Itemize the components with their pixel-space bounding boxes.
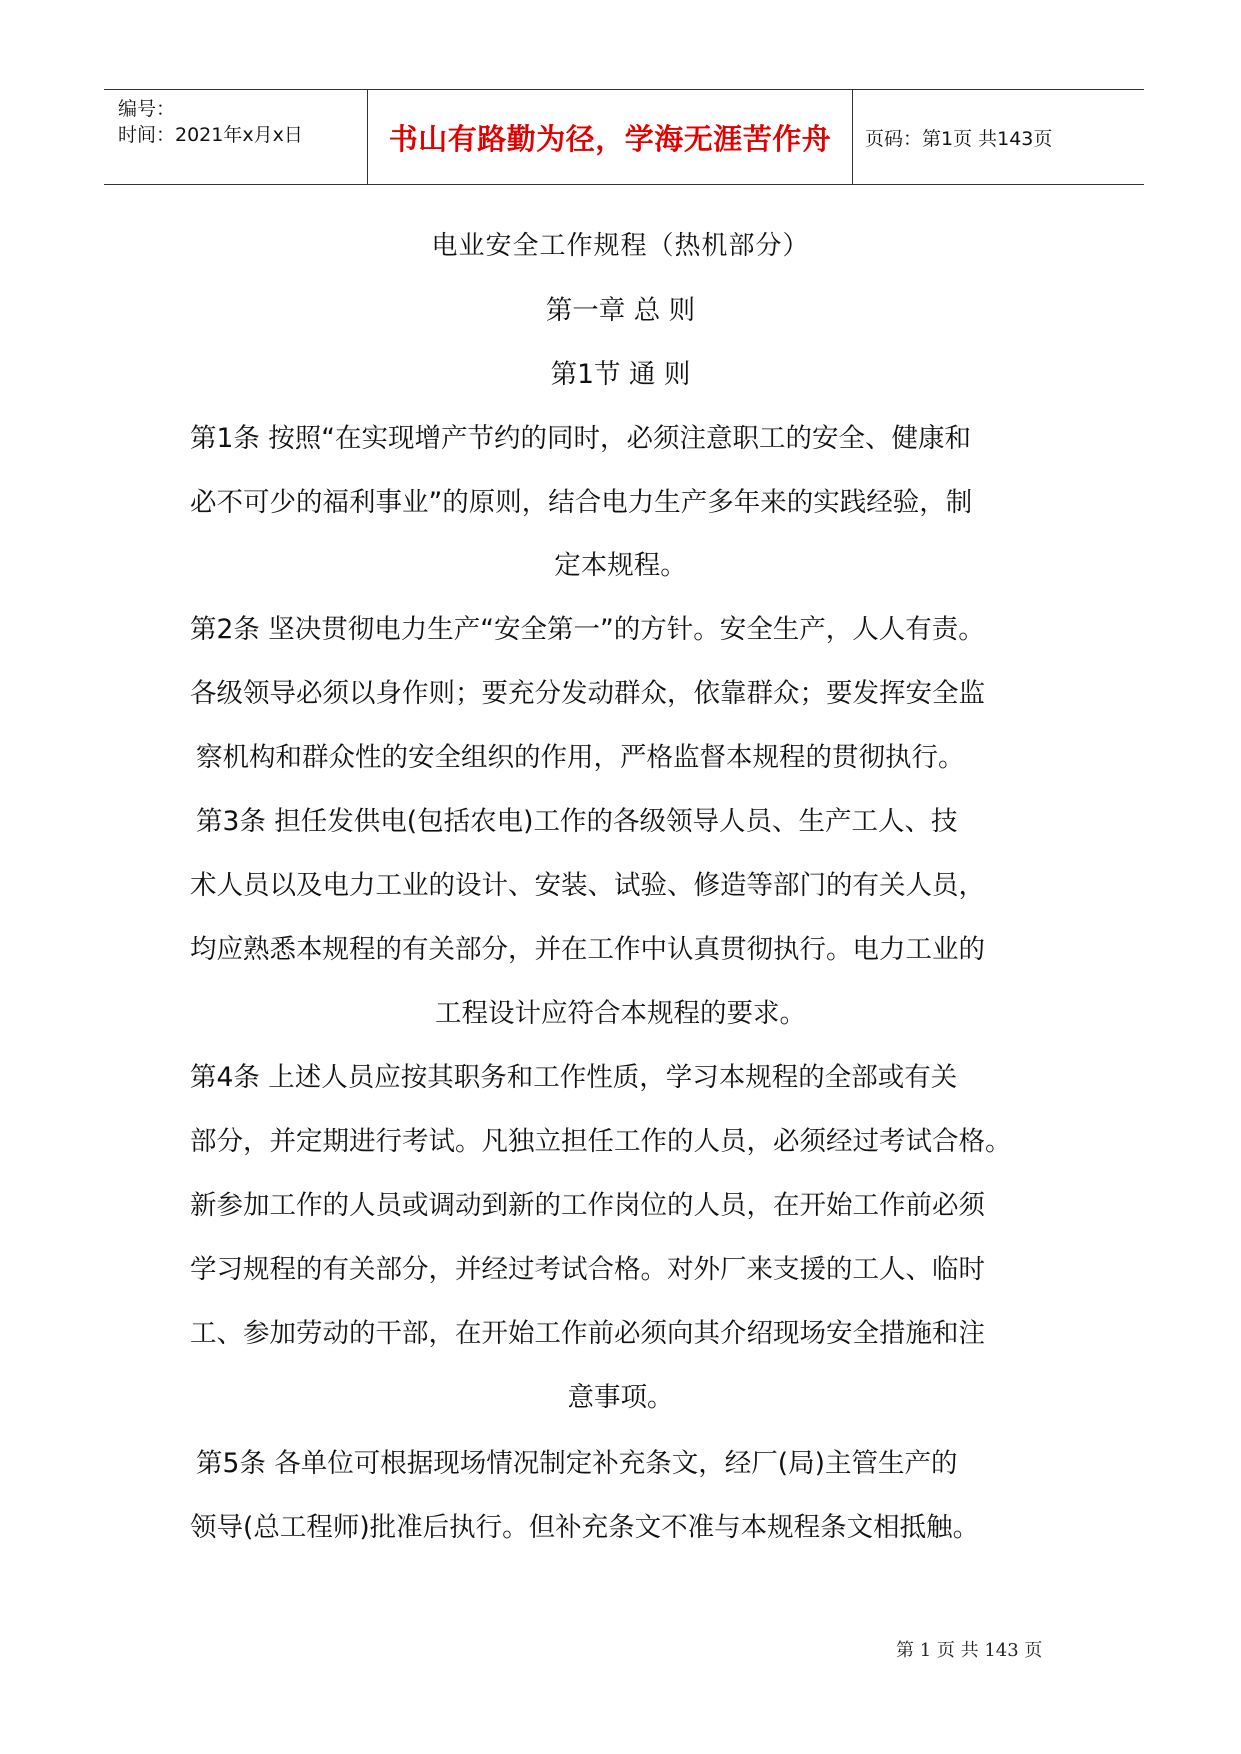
- body-line: 第2条 坚决贯彻电力生产“安全第一”的方针。安全生产，人人有责。: [190, 614, 985, 645]
- body-line: 工、参加劳动的干部，在开始工作前必须向其介绍现场安全措施和注: [190, 1318, 985, 1349]
- document-header: [104, 89, 1144, 185]
- body-line: 意事项。: [567, 1382, 674, 1413]
- body-line: 新参加工作的人员或调动到新的工作岗位的人员，在开始工作前必须: [190, 1190, 985, 1221]
- body-line: 第1条 按照“在实现增产节约的同时，必须注意职工的安全、健康和: [190, 423, 972, 454]
- body-line: 必不可少的福利事业”的原则，结合电力生产多年来的实践经验，制: [190, 487, 973, 518]
- motto-text: 书山有路勤为径，学海无涯苦作舟: [388, 121, 832, 156]
- body-line: 第5条 各单位可根据现场情况制定补充条文，经厂(局)主管生产的: [196, 1448, 958, 1479]
- body-line: 第3条 担任发供电(包括农电)工作的各级领导人员、生产工人、技: [196, 806, 958, 837]
- page-footer: 第 1 页 共 143 页: [896, 1640, 1043, 1661]
- document-title: 电业安全工作规程（热机部分）: [431, 231, 810, 261]
- time-label: 时间：2021年x月x日: [118, 124, 303, 146]
- body-line: 定本规程。: [554, 550, 687, 581]
- chapter-heading: 第一章 总 则: [545, 295, 696, 326]
- header-page-cell: [853, 90, 1144, 184]
- section-heading: 第1节 通 则: [550, 359, 691, 390]
- page-code: 页码：第1页 共143页: [865, 127, 1053, 150]
- body-line: 工程设计应符合本规程的要求。: [435, 998, 806, 1029]
- body-line: 第4条 上述人员应按其职务和工作性质，学习本规程的全部或有关: [190, 1062, 958, 1093]
- body-line: 术人员以及电力工业的设计、安装、试验、修造等部门的有关人员，: [190, 870, 985, 901]
- body-line: 领导(总工程师)批准后执行。但补充条文不准与本规程条文相抵触。: [190, 1512, 980, 1543]
- header-motto-cell: [368, 90, 853, 184]
- body-line: 部分，并定期进行考试。凡独立担任工作的人员，必须经过考试合格。: [190, 1126, 1012, 1157]
- header-meta-cell: [104, 90, 368, 184]
- body-line: 学习规程的有关部分，并经过考试合格。对外厂来支援的工人、临时: [190, 1254, 985, 1285]
- body-line: 均应熟悉本规程的有关部分，并在工作中认真贯彻执行。电力工业的: [190, 934, 985, 965]
- body-line: 察机构和群众性的安全组织的作用，严格监督本规程的贯彻执行。: [196, 742, 965, 773]
- body-line: 各级领导必须以身作则；要充分发动群众，依靠群众；要发挥安全监: [190, 678, 985, 709]
- number-label: 编号：: [118, 98, 176, 120]
